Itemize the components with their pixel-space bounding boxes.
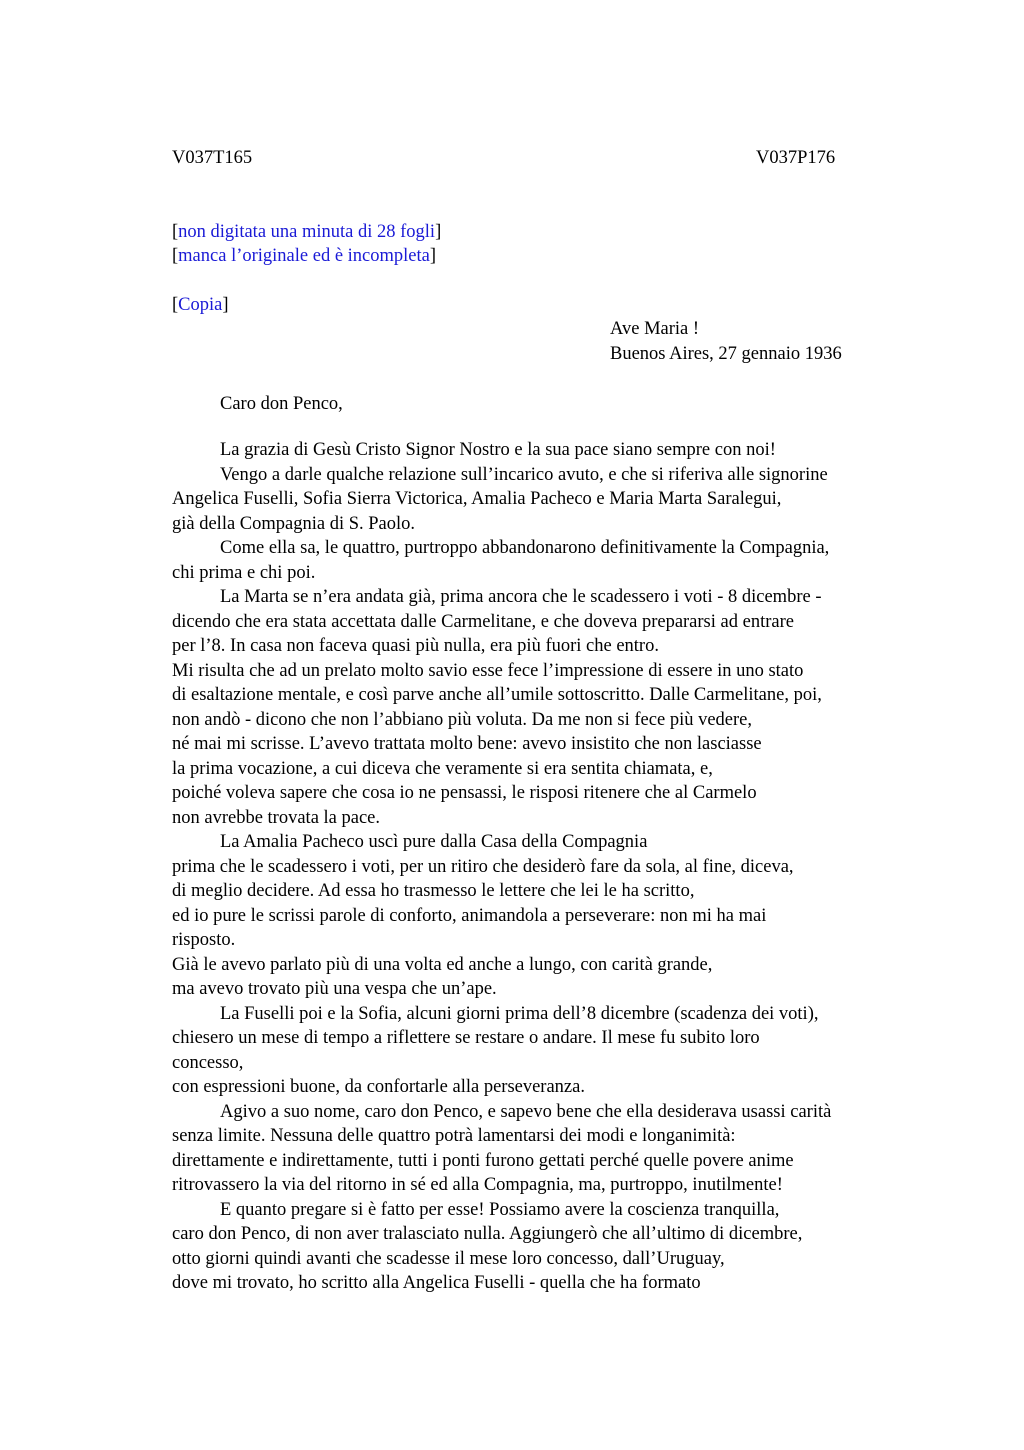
letter-place-date: Buenos Aires, 27 gennaio 1936 <box>610 344 842 364</box>
body-line: concesso, <box>172 1052 244 1073</box>
body-line: con espressioni buone, da confortarle alla perseveranza. <box>172 1077 585 1097</box>
body-line: La Amalia Pacheco uscì pure dalla Casa della Compagnia <box>220 832 648 852</box>
editorial-note: [manca l’originale ed è incompleta] <box>172 246 437 266</box>
body-line: ed io pure le scrissi parole di conforto, animandola a perseverare: non mi ha mai <box>172 905 767 926</box>
body-line: poiché voleva sapere che cosa io ne pensassi, le risposi ritenere che al Carmelo <box>172 783 757 803</box>
body-line: prima che le scadessero i voti, per un ritiro che desiderò fare da sola, al fine, diceva, <box>172 856 794 877</box>
body-line: di meglio decidere. Ad essa ho trasmesso le lettere che lei le ha scritto, <box>172 881 695 901</box>
body-line: chiesero un mese di tempo a riflettere se restare o andare. Il mese fu subito loro <box>172 1028 760 1048</box>
body-line: Vengo a darle qualche relazione sull’incarico avuto, e che si riferiva alle signorine <box>220 464 828 485</box>
body-line: Mi risulta che ad un prelato molto savio esse fece l’impressione di essere in uno stato <box>172 660 804 681</box>
document-code-left: V037T165 <box>172 148 253 168</box>
body-line: per l’8. In casa non faceva quasi più nulla, era più fuori che entro. <box>172 636 659 656</box>
editorial-note: [non digitata una minuta di 28 fogli] <box>172 222 442 242</box>
body-line: Agivo a suo nome, caro don Penco, e sapevo bene che ella desiderava usassi carità <box>220 1101 832 1122</box>
body-line: La Fuselli poi e la Sofia, alcuni giorni prima dell’8 dicembre (scadenza dei voti), <box>220 1003 819 1024</box>
body-line: Come ella sa, le quattro, purtroppo abbandonarono definitivamente la Compagnia, <box>220 538 830 558</box>
body-line: né mai mi scrisse. L’avevo trattata molto bene: avevo insistito che non lasciasse <box>172 734 762 754</box>
body-line: non andò - dicono che non l’abbiano più voluta. Da me non si fece più vedere, <box>172 709 753 730</box>
body-line: dicendo che era stata accettata dalle Carmelitane, e che doveva prepararsi ad entrare <box>172 611 794 632</box>
editorial-note: [Copia] <box>172 295 229 315</box>
editorial-note-text: Copia <box>178 295 223 315</box>
letter-salutation: Caro don Penco, <box>220 394 343 414</box>
body-line: Già le avevo parlato più di una volta ed anche a lungo, con carità grande, <box>172 954 713 975</box>
body-line: Angelica Fuselli, Sofia Sierra Victorica, Amalia Pacheco e Maria Marta Saralegui, <box>172 489 782 509</box>
body-line: senza limite. Nessuna delle quattro potrà lamentarsi dei modi e longanimità: <box>172 1126 736 1146</box>
body-line: risposto. <box>172 930 236 950</box>
letter-greeting: Ave Maria ! <box>610 319 700 339</box>
body-line: ritrovassero la via del ritorno in sé ed alla Compagnia, ma, purtroppo, inutilmente! <box>172 1175 783 1195</box>
body-line: dove mi trovato, ho scritto alla Angelica Fuselli - quella che ha formato <box>172 1273 701 1293</box>
body-line: di esaltazione mentale, e così parve anche all’umile sottoscritto. Dalle Carmelitane, poi, <box>172 685 822 705</box>
body-line: non avrebbe trovata la pace. <box>172 807 381 828</box>
body-line: La grazia di Gesù Cristo Signor Nostro e la sua pace siano sempre con noi! <box>220 440 776 460</box>
body-line: direttamente e indirettamente, tutti i ponti furono gettati perché quelle povere anime <box>172 1150 794 1171</box>
body-line: chi prima e chi poi. <box>172 562 316 583</box>
document-code-right: V037P176 <box>756 148 836 168</box>
body-line: E quanto pregare si è fatto per esse! Possiamo avere la coscienza tranquilla, <box>220 1199 780 1220</box>
body-line: ma avevo trovato più una vespa che un’ape. <box>172 979 497 999</box>
body-line: la prima vocazione, a cui diceva che veramente si era sentita chiamata, e, <box>172 758 713 779</box>
body-line: caro don Penco, di non aver tralasciato nulla. Aggiungerò che all’ultimo di dicembre, <box>172 1224 803 1244</box>
body-line: già della Compagnia di S. Paolo. <box>172 513 416 534</box>
body-line: La Marta se n’era andata già, prima ancora che le scadessero i voti - 8 dicembre - <box>220 587 822 607</box>
editorial-note-text: manca l’originale ed è incompleta <box>178 246 430 266</box>
editorial-note-text: non digitata una minuta di 28 fogli <box>178 222 436 242</box>
body-line: otto giorni quindi avanti che scadesse il mese loro concesso, dall’Uruguay, <box>172 1248 725 1269</box>
letter-body <box>172 438 932 1296</box>
